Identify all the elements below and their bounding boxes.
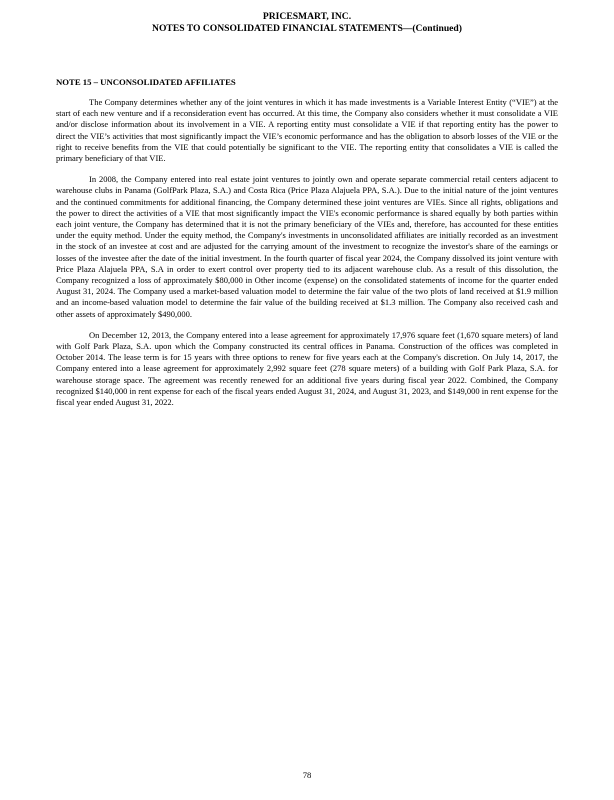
- header-subtitle: NOTES TO CONSOLIDATED FINANCIAL STATEMENTS—(Continued): [152, 23, 462, 34]
- paragraph-vie-definition: The Company determines whether any of the joint ventures in which it has made investments is a Variable Interest Entity (“VIE”) at the start of each new venture and if a reconsideration event has occurred. At this time, the Company also considers whether it must consolidate a VIE and/or disclose information about its involvement in a VIE. A reporting entity must consolidate a VIE if that reporting entity has the power to direct the VIE’s activities that most significantly impact the VIE’s economic performance and has the obligation to absorb losses of the VIE or the right to receive benefits from the VIE that could potentially be significant to the VIE. The reporting entity that consolidates a VIE is called the primary beneficiary of that VIE.: [56, 97, 558, 164]
- document-page: [56, 11, 558, 791]
- note-heading: NOTE 15 – UNCONSOLIDATED AFFILIATES: [56, 77, 236, 87]
- paragraph-lease-agreements: On December 12, 2013, the Company entered into a lease agreement for approximately 17,976 square feet (1,670 square meters) of land with Golf Park Plaza, S.A. upon which the Company constructed its central offices in Panama. Construction of the offices was completed in October 2014. The lease term is for 15 years with three options to renew for five years each at the Company's discretion. On July 14, 2017, the Company entered into a lease agreement for approximately 2,992 square feet (278 square meters) of a building with Golf Park Plaza, S.A. for warehouse storage space. The agreement was recently renewed for an additional five years during fiscal year 2022. Combined, the Company recognized $140,000 in rent expense for each of the fiscal years ended August 31, 2024, and August 31, 2023, and $149,000 in rent expense for the fiscal year ended August 31, 2022.: [56, 329, 558, 408]
- page-header: [56, 11, 558, 35]
- paragraph-joint-ventures: In 2008, the Company entered into real estate joint ventures to jointly own and operate separate commercial retail centers adjacent to warehouse clubs in Panama (GolfPark Plaza, S.A.) and Costa Rica (Price Plaza Alajuela PPA, S.A.). Due to the initial nature of the joint ventures and the continued commitments for additional financing, the Company determined these joint ventures are VIEs. Since all rights, obligations and the power to direct the activities of a VIE that most significantly impact the VIE's economic performance is shared equally by both parties within each joint venture, the Company has determined that it is not the primary beneficiary of the VIEs and, therefore, has accounted for these entities under the equity method. Under the equity method, the Company's investments in unconsolidated affiliates are initially recorded as an investment in the stock of an investee at cost and are adjusted for the carrying amount of the investment to recognize the investor's share of the earnings or losses of the investee after the date of the initial investment. In the fourth quarter of fiscal year 2024, the Company dissolved its joint venture with Price Plaza Alajuela PPA, S.A in order to exert control over property tied to its adjacent warehouse club. As a result of this dissolution, the Company recognized a loss of approximately $80,000 in Other income (expense) on the consolidated statements of income for the quarter ended August 31, 2024. The Company used a market-based valuation model to determine the fair value of the two plots of land received at $1.9 million and an income-based valuation model to determine the fair value of the building received at $1.3 million. The Company also received cash and other assets of approximately $490,000.: [56, 174, 558, 319]
- company-name: PRICESMART, INC.: [262, 11, 352, 22]
- page-number: 78: [302, 770, 312, 780]
